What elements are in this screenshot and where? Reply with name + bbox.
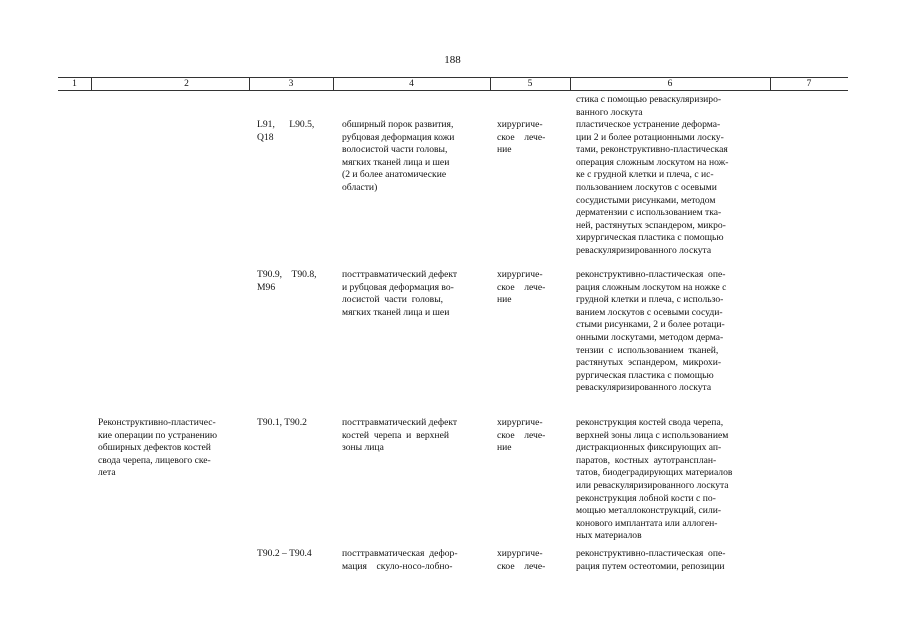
treatment-type-cell: [497, 548, 562, 573]
text-line: пластическое устранение деформа-: [576, 119, 721, 130]
code-cell: [257, 119, 333, 144]
text-line: хирургиче-: [497, 269, 543, 280]
text-line: и рубцовая деформация во-: [342, 281, 454, 293]
text-line: грудной клетки и плеча, с использо-: [576, 294, 724, 306]
column-header-4: 4: [409, 79, 414, 89]
method-cell: [576, 119, 766, 258]
text-line: мация скуло-носо-лобно-: [342, 560, 453, 572]
text-line: онными лоскутами, методом дерма-: [576, 331, 724, 343]
text-line: реконструкция лобной кости с по-: [576, 492, 716, 504]
text-line: пользованием лоскутов с осевыми: [576, 181, 717, 193]
text-line: или реваскуляризированного лоскута: [576, 479, 729, 491]
text-line: хирургиче-: [497, 548, 543, 559]
code-cell: [257, 269, 333, 294]
text-line: посттравматический дефект: [342, 269, 458, 280]
table-header-row: [58, 77, 848, 91]
text-line: ское лече-: [497, 131, 546, 143]
text-line: ское лече-: [497, 560, 546, 572]
column-header-5: 5: [527, 79, 533, 89]
text-line: лета: [98, 467, 116, 479]
text-line: дерматензии с использованием тка-: [576, 207, 722, 219]
text-line: конового имплантата или аллоген-: [576, 517, 718, 529]
text-line: мощью металлоконструкций, сили-: [576, 505, 722, 517]
text-line: ных материалов: [576, 530, 642, 542]
text-line: T90.2 – T90.4: [257, 548, 312, 559]
text-line: ское лече-: [497, 429, 546, 441]
text-line: мягких тканей лица и шеи: [342, 156, 450, 168]
text-line: верхней зоны лица с использованием: [576, 429, 729, 441]
text-line: лосистой части головы,: [342, 294, 444, 306]
text-line: ке с грудной клетки и плеча, с ис-: [576, 169, 714, 181]
patient-model-cell: [342, 417, 488, 455]
text-line: костей черепа и верхней: [342, 429, 449, 441]
method-cell: [576, 548, 766, 573]
method-cell-continued: [576, 94, 766, 119]
text-line: стика с помощью реваскуляризиро-: [576, 94, 722, 105]
text-line: рация сложным лоскутом на ножке с: [576, 281, 727, 293]
column-header-3: 3: [288, 79, 294, 89]
text-line: T90.1, T90.2: [257, 417, 307, 428]
text-line: ней, растянутых эспандером, микро-: [576, 219, 726, 231]
text-line: рубцовая деформация кожи: [342, 131, 455, 143]
column-divider: [770, 77, 771, 90]
patient-model-cell: [342, 548, 488, 573]
code-cell: [257, 417, 333, 430]
text-line: рургическая пластика с помощью: [576, 369, 714, 381]
method-cell: [576, 269, 766, 395]
text-line: реваскуляризированного лоскута: [576, 244, 712, 256]
column-divider: [91, 77, 92, 90]
text-line: Реконструктивно-пластичес-: [98, 417, 216, 428]
text-line: M96: [257, 281, 276, 293]
text-line: волосистой части головы,: [342, 144, 448, 156]
procedure-name-cell: [98, 417, 248, 480]
text-line: зоны лица: [342, 442, 384, 454]
text-line: кие операции по устранению: [98, 429, 218, 441]
column-header-2: 2: [184, 79, 189, 89]
patient-model-cell: [342, 119, 488, 195]
text-line: ние: [497, 144, 512, 156]
text-line: растянутых эспандером, микрохи-: [576, 357, 722, 369]
text-line: реконструкция костей свода черепа,: [576, 417, 724, 428]
text-line: (2 и более анатомические: [342, 169, 447, 181]
text-line: паратов, костных аутотрансплан-: [576, 454, 717, 466]
column-divider: [333, 77, 334, 90]
text-line: обширный порок развития,: [342, 119, 454, 130]
code-cell: [257, 548, 333, 561]
treatment-type-cell: [497, 119, 562, 157]
column-divider: [249, 77, 250, 90]
text-line: обширных дефектов костей: [98, 442, 211, 454]
text-line: ние: [497, 442, 512, 454]
text-line: дистракционных фиксирующих ап-: [576, 442, 722, 454]
text-line: реваскуляризированного лоскута: [576, 382, 712, 394]
column-header-6: 6: [667, 79, 673, 89]
text-line: сосудистыми рисунками, методом: [576, 194, 716, 206]
text-line: хирургиче-: [497, 119, 543, 130]
text-line: свода черепа, лицевого ске-: [98, 454, 211, 466]
text-line: татов, биодеградирующих материалов: [576, 467, 733, 479]
text-line: ванного лоскута: [576, 106, 643, 118]
page-number: 188: [444, 54, 461, 66]
column-divider: [490, 77, 491, 90]
text-line: Q18: [257, 131, 274, 143]
text-line: мягких тканей лица и шеи: [342, 306, 450, 318]
text-line: стыми рисунками, 2 и более ротаци-: [576, 319, 725, 331]
text-line: ванием лоскутов с осевыми сосуди-: [576, 306, 723, 318]
text-line: реконструктивно-пластическая опе-: [576, 269, 726, 280]
text-line: области): [342, 181, 378, 193]
text-line: ское лече-: [497, 281, 546, 293]
text-line: T90.9, T90.8,: [257, 269, 317, 280]
text-line: тензии с использованием тканей,: [576, 344, 719, 356]
text-line: посттравматическая дефор-: [342, 548, 458, 559]
text-line: хирургическая пластика с помощью: [576, 232, 724, 244]
column-header-7: 7: [806, 79, 812, 89]
text-line: реконструктивно-пластическая опе-: [576, 548, 726, 559]
column-divider: [570, 77, 571, 90]
text-line: операция сложным лоскутом на нож-: [576, 156, 729, 168]
text-line: ции 2 и более ротационными лоску-: [576, 131, 724, 143]
patient-model-cell: [342, 269, 488, 319]
text-line: тами, реконструктивно-пластическая: [576, 144, 728, 156]
text-line: посттравматический дефект: [342, 417, 458, 428]
method-cell: [576, 417, 766, 543]
text-line: L91, L90.5,: [257, 119, 315, 130]
text-line: хирургиче-: [497, 417, 543, 428]
text-line: ние: [497, 294, 512, 306]
treatment-type-cell: [497, 269, 562, 307]
treatment-type-cell: [497, 417, 562, 455]
column-header-1: 1: [72, 79, 77, 89]
text-line: рация путем остеотомии, репозиции: [576, 560, 725, 572]
